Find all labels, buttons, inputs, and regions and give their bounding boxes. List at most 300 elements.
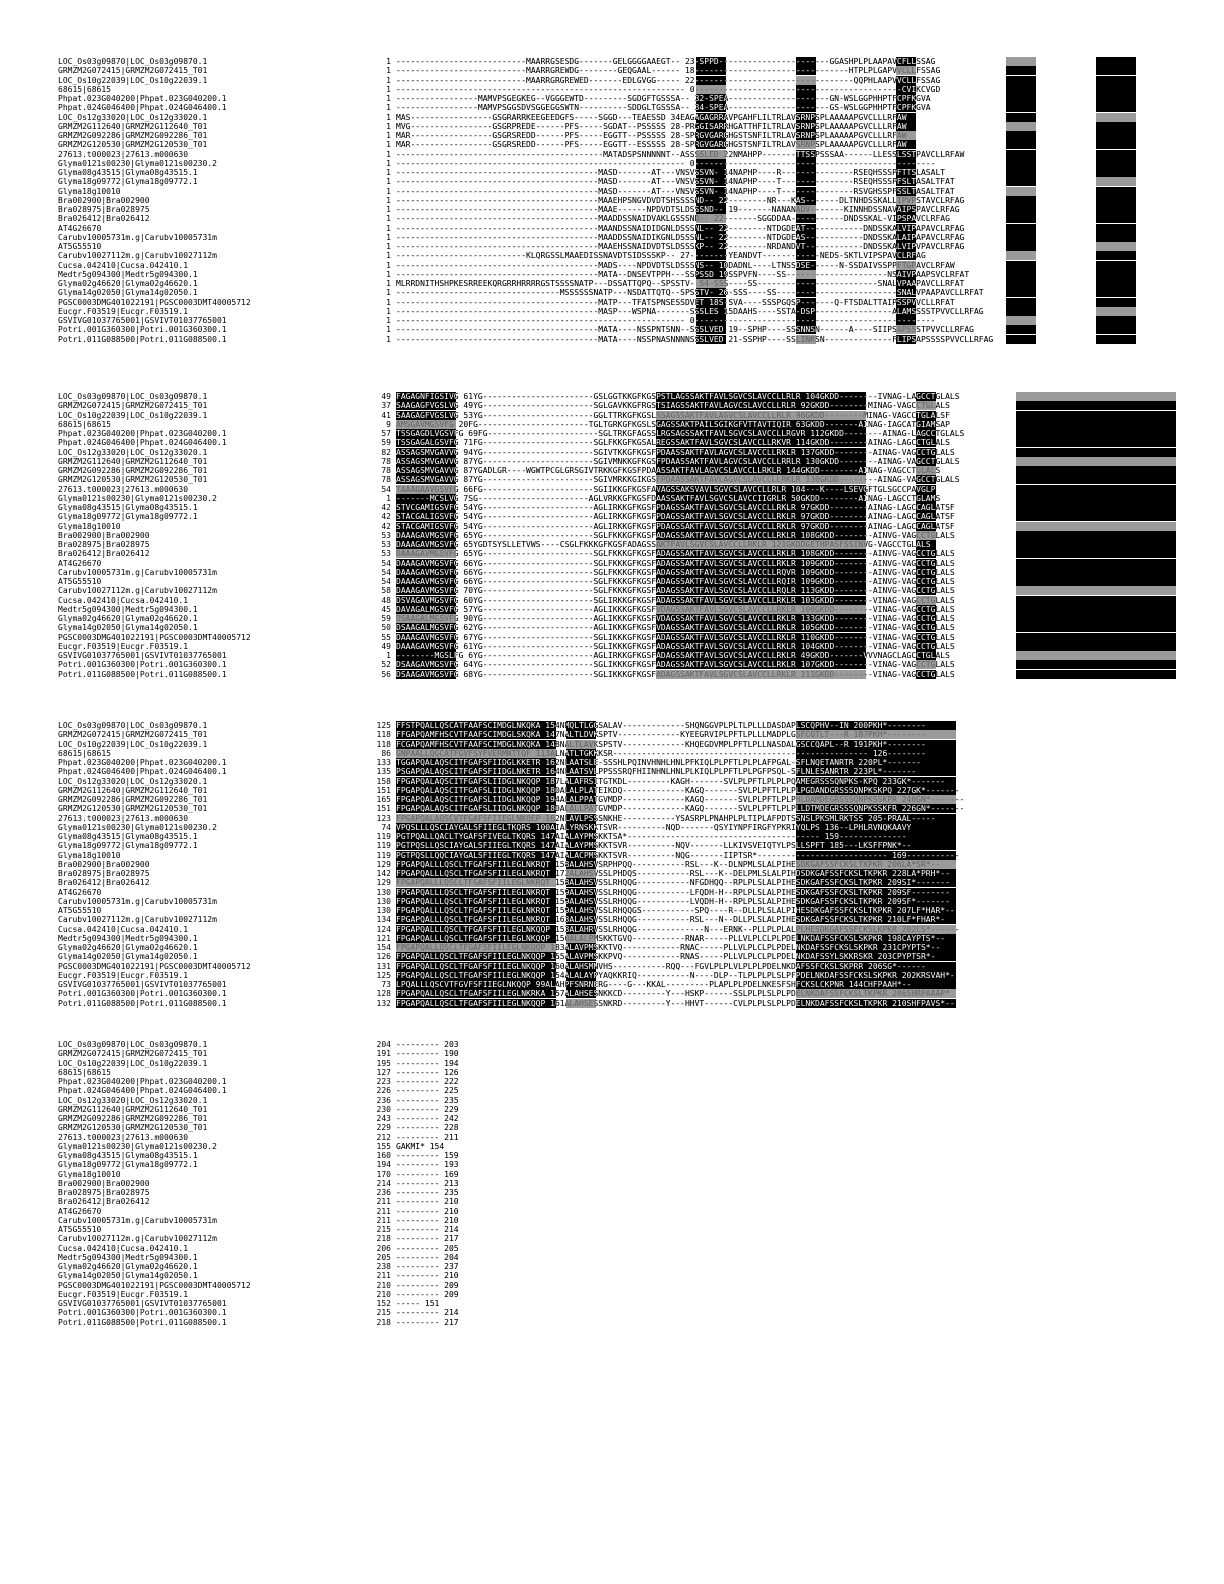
alignment-row	[58, 411, 1178, 420]
aligned-sequence	[396, 1234, 1176, 1243]
sequence-text: TGGAPQALAQSCITFGAFSFIIDGLKKETR 162NLAATSLE-SSSHLPQINVHNHLHNLPFKIQLPLPFTLPLPLAFPGAL-SFLNQETANRTR 220PL*-------	[396, 758, 921, 767]
sequence-text: ------------------------------------------MATA----NSSPNTSNN--SSSLVED 19--SPHP----SSSNNSN------A----SIIPSAPSSSTPVVCLLRFAG	[396, 325, 974, 335]
conservation-shading	[1096, 150, 1136, 159]
sequence-name: LOC_Os03g09870|LOC_Os03g09870.1	[58, 392, 208, 401]
start-position: 42	[381, 521, 391, 531]
sequence-text: ASSAGSMVGAVVG 87YGADLGR----WGWTPCGLGRSGIVTRKKGFKGSFPDAASSAKTFAVLAGVCSLAVCCLLRKLR 144GKDD--------AINAG-VAGCCTGLALS	[396, 466, 941, 475]
sequence-text: VPQSLLLQSCIAYGALSFIIEGLTKQRS 100AIALYRNSKKTSVR----------NQD-------QSYIYNPFIRGFYPKRIYQLPS 136--LPHLRVNQKAAVY	[396, 822, 912, 832]
sequence-text: ASSAGSMVGAVVG 87YG-----------------------SGIVMRKKGIKGSFPDAASSAKTFAVLAGVCSLAVCCLLRKLR 130GKDD--------AINAG-VAGCCTGLALS	[396, 475, 960, 485]
sequence-text: --------- 225	[396, 1086, 459, 1096]
alignment-row	[58, 1197, 1178, 1206]
sequence-name: Glyma02g46620|Glyma02g46620.1	[58, 614, 198, 623]
sequence-name: GRMZM2G092286|GRMZM2G092286_T01	[58, 131, 208, 140]
alignment-row	[58, 420, 1178, 429]
sequence-text: TSSGAGDLVGSVFG 69FG-----------------------SGLTRKGFAGSSLRGSAGSSAKTFAVLSGVCSLAVCCLLRGVR 112GKDD--------AINAG-LAGCCTGLALS	[396, 429, 965, 438]
conservation-shading	[1016, 475, 1176, 484]
start-position: 226	[376, 1086, 391, 1096]
sequence-name: GRMZM2G072415|GRMZM2G072415_T01	[58, 66, 208, 76]
start-position: 158	[376, 776, 391, 786]
sequence-text: ------------------------------------------MASD-------AT---VNSVSSVN- 14NAPHP----T---------------RSVGHSSPFSSLTASALTFAT	[396, 186, 955, 196]
conservation-shading	[1006, 94, 1036, 103]
sequence-name: AT4G26670	[58, 223, 102, 233]
start-position: 212	[376, 1132, 391, 1142]
sequence-text: FPGAPQALLLQSCLTFGAFSFIILEGLNKRQT 163ALAHSVSSLRHQQG-----------RSL---N--DLLPLSLALPIHESDKGAFSSFCKSLTKPKR 210LF*FHAR*-	[396, 915, 946, 925]
sequence-text: STVCGAMIGSVFG 54YG-----------------------AGLIRKKGFKGSFPDAGSSAKTFAVLSGVCSLAVCCLLRKLR 97GKDD--------AINAG-LAGCCAGLATSF	[396, 503, 955, 512]
aligned-sequence	[396, 531, 1176, 540]
conservation-shading	[1016, 522, 1176, 531]
alignment-row	[58, 559, 1178, 568]
alignment-row	[58, 971, 1178, 980]
alignment-row	[58, 1160, 1178, 1169]
sequence-name: Potri.001G360300|Potri.001G360300.1	[58, 1308, 227, 1318]
alignment-row	[58, 94, 1178, 103]
aligned-sequence	[396, 411, 1176, 420]
aligned-sequence	[396, 614, 1176, 623]
alignment-row	[58, 1179, 1178, 1188]
aligned-sequence	[396, 841, 1176, 850]
conservation-shading	[1096, 140, 1136, 149]
alignment-row	[58, 122, 1178, 131]
alignment-row	[58, 1114, 1178, 1123]
sequence-text: DSAAGAVMGSVFG 64YG-----------------------SGLIKKKGFKGSFADAGSSAKTFAVLSGVCSLAVCCLLRKLR 107GKDD--------VINAG-VAGCCTGLALS	[396, 660, 955, 670]
start-position: 1	[386, 223, 391, 233]
conservation-shading	[1096, 177, 1136, 186]
alignment-row	[58, 568, 1178, 577]
sequence-text: GNPAALLQGCATFGVFSYFVERMNTTQF 113ALNATLTGKKKSR----------------------------------------------------- 126--------	[396, 748, 926, 758]
start-position: 49	[381, 392, 391, 401]
start-position: 53	[381, 540, 391, 549]
conservation-shading	[1006, 85, 1036, 94]
conservation-shading	[1016, 448, 1176, 457]
start-position: 56	[381, 669, 391, 679]
alignment-row	[58, 57, 1178, 66]
sequence-name: Eucgr.F03519|Eucgr.F03519.1	[58, 1289, 189, 1299]
aligned-sequence	[396, 1216, 1176, 1225]
alignment-row	[58, 1049, 1178, 1058]
sequence-text: -------------------------------------------MATADSPSNNNNNT--ASSSSLED 22NMAHPP-------TTSSPSSSAA------LLESSLSSTPAVCLLRFAW	[396, 149, 965, 159]
conservation-shading	[1016, 586, 1176, 595]
start-position: 211	[376, 1197, 391, 1207]
sequence-name: Glyma0121s00230|Glyma0121s00230.2	[58, 822, 217, 832]
start-position: 210	[376, 1280, 391, 1290]
sequence-name: Glyma14g02050|Glyma14g02050.1	[58, 952, 198, 962]
conservation-shading	[1006, 57, 1036, 66]
sequence-name: Glyma02g46620|Glyma02g46620.1	[58, 943, 198, 952]
sequence-name: AT4G26670	[58, 558, 102, 568]
conservation-shading	[1006, 66, 1036, 75]
sequence-text: ------------------------------------------MASD-------AT---VNSVSSVN- 14NAPHP----T---------------RSEQHSSSPFSLTASALTFAT	[396, 177, 955, 187]
start-position: 1	[386, 84, 391, 94]
sequence-name: Bra028975|Bra028975	[58, 869, 150, 878]
sequence-text: ------------------------------------------------------------ 0-------------------------------------------CVIKCVGD	[396, 84, 941, 94]
start-position: 1	[386, 177, 391, 187]
conservation-shading	[1016, 623, 1176, 632]
start-position: 59	[381, 438, 391, 448]
start-position: 54	[381, 558, 391, 568]
alignment-row	[58, 466, 1178, 475]
start-position: 1	[386, 75, 391, 85]
aligned-sequence	[396, 623, 1176, 632]
alignment-row	[58, 1059, 1178, 1068]
start-position: 128	[376, 989, 391, 999]
sequence-name: Phpat.023G040200|Phpat.023G040200.1	[58, 429, 227, 438]
conservation-shading	[1096, 214, 1136, 223]
sequence-name: AT5G55510	[58, 906, 102, 915]
start-position: 210	[376, 1289, 391, 1299]
sequence-text: GAKMI* 154	[396, 1141, 445, 1151]
aligned-sequence	[396, 251, 1176, 260]
alignment-row	[58, 915, 1178, 924]
aligned-sequence	[396, 233, 1176, 242]
alignment-row	[58, 392, 1178, 401]
start-position: 54	[381, 484, 391, 494]
alignment-row	[58, 814, 1178, 823]
sequence-text: DAAAGAVMGSVFG 65YG-----------------------SGLFKKKGFKGSFADAGSSAKTFAVLSGVCSLAVCCLLRKLR 108GKDD--------AINVG-VAGCCTGLALS	[396, 549, 955, 559]
aligned-sequence	[396, 925, 1176, 934]
start-position: 119	[376, 841, 391, 851]
aligned-sequence	[396, 242, 1176, 251]
conservation-shading	[1096, 288, 1136, 297]
alignment-row	[58, 795, 1178, 804]
start-position: 130	[376, 906, 391, 915]
start-position: 78	[381, 475, 391, 485]
sequence-name: Glyma08g43515|Glyma08g43515.1	[58, 168, 198, 177]
alignment-row	[58, 962, 1178, 971]
alignment-row	[58, 804, 1178, 813]
start-position: 1	[386, 121, 391, 131]
aligned-sequence	[396, 1151, 1176, 1160]
sequence-name: Carubv10005731m.g|Carubv10005731m	[58, 567, 217, 577]
conservation-shading	[1006, 335, 1036, 344]
aligned-sequence	[396, 897, 1176, 906]
conservation-shading	[1016, 614, 1176, 623]
start-position: 50	[381, 623, 391, 633]
sequence-text: DSAAGALMGSVFG 90YG-----------------------AGLIKKKGFKGSFVDAGSSAKTFAVLSGVCSLAVCCLLRKLR 133GKDD--------VINAG-VAGCCTGLALS	[396, 614, 955, 623]
conservation-shading	[1006, 316, 1036, 325]
start-position: 48	[381, 595, 391, 605]
start-position: 121	[376, 933, 391, 943]
sequence-name: GRMZM2G112640|GRMZM2G112640_T01	[58, 785, 208, 795]
alignment-row	[58, 335, 1178, 344]
aligned-sequence	[396, 76, 1176, 85]
sequence-text: --------- 211	[396, 1132, 459, 1142]
conservation-shading	[1016, 466, 1176, 475]
alignment-row	[58, 251, 1178, 260]
alignment-row	[58, 999, 1178, 1008]
alignment-row	[58, 401, 1178, 410]
aligned-sequence	[396, 503, 1176, 512]
sequence-name: Bra002900|Bra002900	[58, 530, 150, 540]
aligned-sequence	[396, 279, 1176, 288]
alignment-row	[58, 1188, 1178, 1197]
alignment-row	[58, 841, 1178, 850]
sequence-text: -----------------MAMVPSGGSDVSGGEGGSWTN----------SDDGLTGSSSA-- 34-SPEA---------------------GS-WSLGGPHHPTFCPFKGVA	[396, 103, 931, 113]
sequence-text: -----------------MAMVPSGEGKEG--VGGGEWTD---------SGDGFTGSSSA-- 32-SPEA---------------------GN-WSLGGPHHPTFCPFKGVA	[396, 94, 931, 103]
aligned-sequence	[396, 288, 1176, 297]
start-position: 123	[376, 813, 391, 823]
sequence-name: LOC_Os12g33020|LOC_Os12g33020.1	[58, 447, 208, 457]
aligned-sequence	[396, 1262, 1176, 1271]
alignment-row	[58, 934, 1178, 943]
start-position: 49	[381, 641, 391, 651]
sequence-text: ------------------------------------------MASP---WSPNA-------SSSLES 15DAAHS----SSTA-DSP----------------ALAMSSSSTPVVCLLRFAG	[396, 306, 984, 316]
aligned-sequence	[396, 485, 1176, 494]
start-position: 124	[376, 924, 391, 934]
sequence-text: DAAAGAVMGSVFG 65YGDTSYSLLETVWS----CSGLFKKKGFKGSFADAGSSAKTFAVLSGVCSLAVCCLLRKLR 121GKDDGETHPASFSSINVG-VAGCCTGLALS	[396, 540, 931, 549]
start-position: 1	[386, 306, 391, 316]
sequence-text: --------- 210	[396, 1215, 459, 1225]
sequence-text: --------- 237	[396, 1262, 459, 1271]
sequence-name: GSVIVG01037765001|GSVIVT01037765001	[58, 1299, 227, 1308]
start-position: 37	[381, 401, 391, 411]
sequence-text: --------- 217	[396, 1317, 459, 1327]
sequence-name: Phpat.024G046400|Phpat.024G046400.1	[58, 438, 227, 448]
aligned-sequence	[396, 906, 1176, 915]
start-position: 155	[376, 1141, 391, 1151]
sequence-text: ----- 151	[396, 1299, 440, 1308]
alignment-row	[58, 66, 1178, 75]
aligned-sequence	[396, 767, 1176, 776]
alignment-row	[58, 1105, 1178, 1114]
start-position: 78	[381, 466, 391, 475]
start-position: 74	[381, 822, 391, 832]
conservation-shading	[1016, 512, 1176, 521]
aligned-sequence	[396, 651, 1176, 660]
conservation-shading	[1096, 205, 1136, 214]
sequence-name: Carubv10027112m.g|Carubv10027112m	[58, 251, 217, 261]
conservation-shading	[1016, 531, 1176, 540]
sequence-text: ---------------------------MAARRGSESDG-------GELGGGGAAEGT-- 23-SPPD-----------------------GGASHPLPLAAPAVCFLLSSAG	[396, 57, 936, 66]
aligned-sequence	[396, 316, 1176, 325]
sequence-name: GRMZM2G112640|GRMZM2G112640_T01	[58, 456, 208, 466]
start-position: 129	[376, 859, 391, 869]
alignment-row	[58, 103, 1178, 112]
start-position: 125	[376, 721, 391, 730]
conservation-shading	[1006, 196, 1036, 205]
sequence-name: LOC_Os03g09870|LOC_Os03g09870.1	[58, 721, 208, 730]
sequence-text: LPQALLLQSCVTFGVFSFIIEGLNKQQP 99ALAHPFSNRNERG----G---KKAL---------PLAPLPLPDELNKESFSHFCKSLCKPNR 144CHFPAAH*--	[396, 980, 912, 989]
sequence-name: PGSC0003DMG401022191|PGSC0003DMT40005712	[58, 632, 251, 642]
start-position: 151	[376, 785, 391, 795]
conservation-shading	[1096, 261, 1136, 270]
sequence-name: Glyma08g43515|Glyma08g43515.1	[58, 1151, 198, 1160]
conservation-shading	[1006, 122, 1036, 131]
alignment-row	[58, 224, 1178, 233]
start-position: 191	[376, 1049, 391, 1059]
sequence-name: Carubv10027112m.g|Carubv10027112m	[58, 586, 217, 596]
sequence-name: Phpat.023G040200|Phpat.023G040200.1	[58, 758, 227, 767]
conservation-shading	[1016, 651, 1176, 660]
sequence-name: Glyma14g02050|Glyma14g02050.1	[58, 623, 198, 633]
sequence-name: PGSC0003DMG401022191|PGSC0003DMT40005712	[58, 297, 251, 307]
sequence-name: 68615|68615	[58, 419, 111, 429]
sequence-text: PGTPQALLQACLTYGAFSFIVEGLTKQRS 147AIALAYPMSKKTSA*---------------------------------------- 159--------------	[396, 832, 907, 841]
alignment-row	[58, 494, 1178, 503]
alignment-row	[58, 1234, 1178, 1243]
sequence-name: Glyma02g46620|Glyma02g46620.1	[58, 1262, 198, 1271]
sequence-name: Glyma18g10010	[58, 850, 121, 860]
sequence-name: Bra028975|Bra028975	[58, 1188, 150, 1197]
aligned-sequence	[396, 1188, 1176, 1197]
alignment-row	[58, 860, 1178, 869]
start-position: 223	[376, 1077, 391, 1086]
alignment-row	[58, 777, 1178, 786]
sequence-name: Cucsa.042410|Cucsa.042410.1	[58, 1243, 189, 1253]
alignment-row	[58, 1170, 1178, 1179]
sequence-name: Cucsa.042410|Cucsa.042410.1	[58, 924, 189, 934]
start-position: 52	[381, 660, 391, 670]
aligned-sequence	[396, 670, 1176, 679]
alignment-row	[58, 670, 1178, 679]
sequence-text: ------------------------------------------MAAEHPSNGVDVDTSHSSSSND-- 22--------NR---KAS-------DLTNHDSSKALLIPVPSTAVCLRFAG	[396, 195, 965, 205]
sequence-text: ASSAGSMVGAVVG 94YG-----------------------SGIVTKKGFKGSFPDAASSAKTFAVLAGVCSLAVCCLLRKLR 137GKDD--------AINAG-VAGCCTGLALS	[396, 447, 955, 457]
start-position: 54	[381, 567, 391, 577]
sequence-name: GRMZM2G092286|GRMZM2G092286_T01	[58, 795, 208, 804]
sequence-name: Phpat.024G046400|Phpat.024G046400.1	[58, 103, 227, 113]
sequence-text: --------- 210	[396, 1206, 459, 1216]
conservation-shading	[1006, 279, 1036, 288]
sequence-text: FPGAPQALAQSCITFGAFSLIIDGLNKQQP 180ALALLPATGVMDP-------------KAGQ-------SVLPLPFTLPLPLLDTMDEGRSSSQNPKSSKFR 226GN*-------	[396, 804, 965, 814]
alignment-row	[58, 503, 1178, 512]
sequence-name: Glyma18g10010	[58, 186, 121, 196]
start-position: 42	[381, 512, 391, 522]
sequence-text: ------------------------------------------MAADDSSNAIDIKGNLDSSSNL-- 22--------NTDGDEAS------------DNDSSKALAIPAPAVCLRFAG	[396, 232, 965, 242]
start-position: 125	[376, 970, 391, 980]
aligned-sequence	[396, 1114, 1176, 1123]
conservation-shading	[1016, 670, 1176, 679]
start-position: 9	[386, 419, 391, 429]
alignment-row	[58, 522, 1178, 531]
conservation-shading	[1016, 660, 1176, 669]
alignment-row	[58, 1299, 1178, 1308]
start-position: 1	[386, 232, 391, 242]
start-position: 118	[376, 739, 391, 749]
sequence-text: DSAAGALMGSVFG 62YG-----------------------AGLIKKKGFKGSFVDAGSSAKTFAVLSGVCSLAVCCLLRKLR 105GKDD--------VINAG-VAGCCTGLALS	[396, 623, 955, 633]
sequence-text: MAS-----------------GSGRARRKEEGEEDGFS-----SGGD---TEAESSD 34EAGAGAGRRAVPGAHFLILTRLAVSRNPSPLAAAAAPGVCLLLRFAW	[396, 112, 907, 122]
alignment-row	[58, 1318, 1178, 1327]
sequence-name: Carubv10005731m.g|Carubv10005731m	[58, 1215, 217, 1225]
start-position: 1	[386, 279, 391, 288]
aligned-sequence	[396, 749, 1176, 758]
alignment-row	[58, 1151, 1178, 1160]
conservation-shading	[1016, 503, 1176, 512]
conservation-shading	[1006, 288, 1036, 297]
aligned-sequence	[396, 999, 1176, 1008]
aligned-sequence	[396, 168, 1176, 177]
alignment-row	[58, 531, 1178, 540]
start-position: 45	[381, 604, 391, 614]
alignment-row	[58, 540, 1178, 549]
sequence-text: PGTPQSLLQQCIAYGALSFIIEGLTKQRS 147AIALACPMSKKTSVR----------NQG-------IIPTSR*--------------------------- 169-----------	[396, 850, 960, 860]
conservation-shading	[1016, 577, 1176, 586]
alignment-row	[58, 888, 1178, 897]
aligned-sequence	[396, 1077, 1176, 1086]
start-position: 1	[386, 195, 391, 205]
start-position: 238	[376, 1262, 391, 1271]
alignment-row	[58, 980, 1178, 989]
sequence-name: GRMZM2G120530|GRMZM2G120530_T01	[58, 804, 208, 814]
aligned-sequence	[396, 577, 1176, 586]
sequence-name: LOC_Os10g22039|LOC_Os10g22039.1	[58, 739, 208, 749]
alignment-row	[58, 952, 1178, 961]
sequence-text: PGTPQSLLQSCIAYGALSFIIEGLTKQRS 147AIALAYPMSKKTSVR----------NQV-------LLKIVSVEIQTYLPSLLSPFT 185---LKSFFPNK*--	[396, 841, 912, 851]
start-position: 214	[376, 1178, 391, 1188]
start-position: 129	[376, 878, 391, 888]
aligned-sequence	[396, 832, 1176, 841]
conservation-shading	[1096, 113, 1136, 122]
aligned-sequence	[396, 633, 1176, 642]
aligned-sequence	[396, 568, 1176, 577]
sequence-text: --------- 194	[396, 1058, 459, 1068]
start-position: 236	[376, 1188, 391, 1197]
alignment-row	[58, 925, 1178, 934]
aligned-sequence	[396, 335, 1176, 344]
aligned-sequence	[396, 971, 1176, 980]
alignment-row	[58, 316, 1178, 325]
alignment-row	[58, 633, 1178, 642]
alignment-row	[58, 586, 1178, 595]
conservation-shading	[1096, 279, 1136, 288]
sequence-text: --------- 193	[396, 1160, 459, 1170]
conservation-shading	[1096, 122, 1136, 131]
sequence-name: Bra028975|Bra028975	[58, 205, 150, 214]
aligned-sequence	[396, 298, 1176, 307]
sequence-text: ---------------------------MAARRGREWDG--------GEQGAAL------ 18--------------------------------HTPLPLGAPVVCLLFSSAG	[396, 66, 941, 76]
sequence-name: Glyma18g09772|Glyma18g09772.1	[58, 1160, 198, 1170]
sequence-name: GRMZM2G112640|GRMZM2G112640_T01	[58, 1104, 208, 1114]
conservation-shading	[1096, 196, 1136, 205]
sequence-name: LOC_Os03g09870|LOC_Os03g09870.1	[58, 57, 208, 66]
conservation-shading	[1016, 429, 1176, 438]
sequence-text: --------- 203	[396, 1040, 459, 1049]
start-position: 195	[376, 1058, 391, 1068]
conservation-shading	[1096, 131, 1136, 140]
sequence-name: GSVIVG01037765001|GSVIVT01037765001	[58, 651, 227, 660]
sequence-name: 27613.t000023|27613.m000630	[58, 813, 189, 823]
start-position: 1	[386, 205, 391, 214]
sequence-name: Glyma18g09772|Glyma18g09772.1	[58, 512, 198, 522]
sequence-name: GRMZM2G092286|GRMZM2G092286_T01	[58, 466, 208, 475]
aligned-sequence	[396, 1096, 1176, 1105]
alignment-row	[58, 214, 1178, 223]
sequence-name: Glyma14g02050|Glyma14g02050.1	[58, 1271, 198, 1281]
start-position: 135	[376, 767, 391, 777]
alignment-row	[58, 1142, 1178, 1151]
sequence-text: --------- 222	[396, 1077, 459, 1086]
aligned-sequence	[396, 888, 1176, 897]
aligned-sequence	[396, 814, 1176, 823]
conservation-shading	[1096, 159, 1136, 168]
conservation-shading	[1006, 261, 1036, 270]
conservation-shading	[1096, 270, 1136, 279]
aligned-sequence	[396, 559, 1176, 568]
sequence-text: SAAGAGFVGSLVG 49YG-----------------------SGLGAVKKGFRGSTSIAGSSAKTFAVLAGVCSLAVCCLLRLR 92GKDD--------MINAG-VAGCCTGLALS	[396, 401, 950, 411]
sequence-name: Glyma18g09772|Glyma18g09772.1	[58, 841, 198, 851]
aligned-sequence	[396, 261, 1176, 270]
sequence-name: Medtr5g094300|Medtr5g094300.1	[58, 933, 198, 943]
sequence-name: Medtr5g094300|Medtr5g094300.1	[58, 269, 198, 279]
aligned-sequence	[396, 878, 1176, 887]
start-position: 1	[386, 103, 391, 113]
start-position: 215	[376, 1308, 391, 1318]
conservation-shading	[1006, 150, 1036, 159]
sequence-text: --------- 210	[396, 1271, 459, 1281]
aligned-sequence	[396, 1068, 1176, 1077]
sequence-text: MLRRDNITHSHPKESRREEKQRGRRHRRRRGSTSSSSNATP---DSSATTQPQ--SPSSTV- 54-SSS----SS-------------------------SNALVPAAPAVCLLRFAT	[396, 279, 965, 288]
alignment-row	[58, 823, 1178, 832]
conservation-shading	[1006, 187, 1036, 196]
conservation-shading	[1006, 177, 1036, 186]
